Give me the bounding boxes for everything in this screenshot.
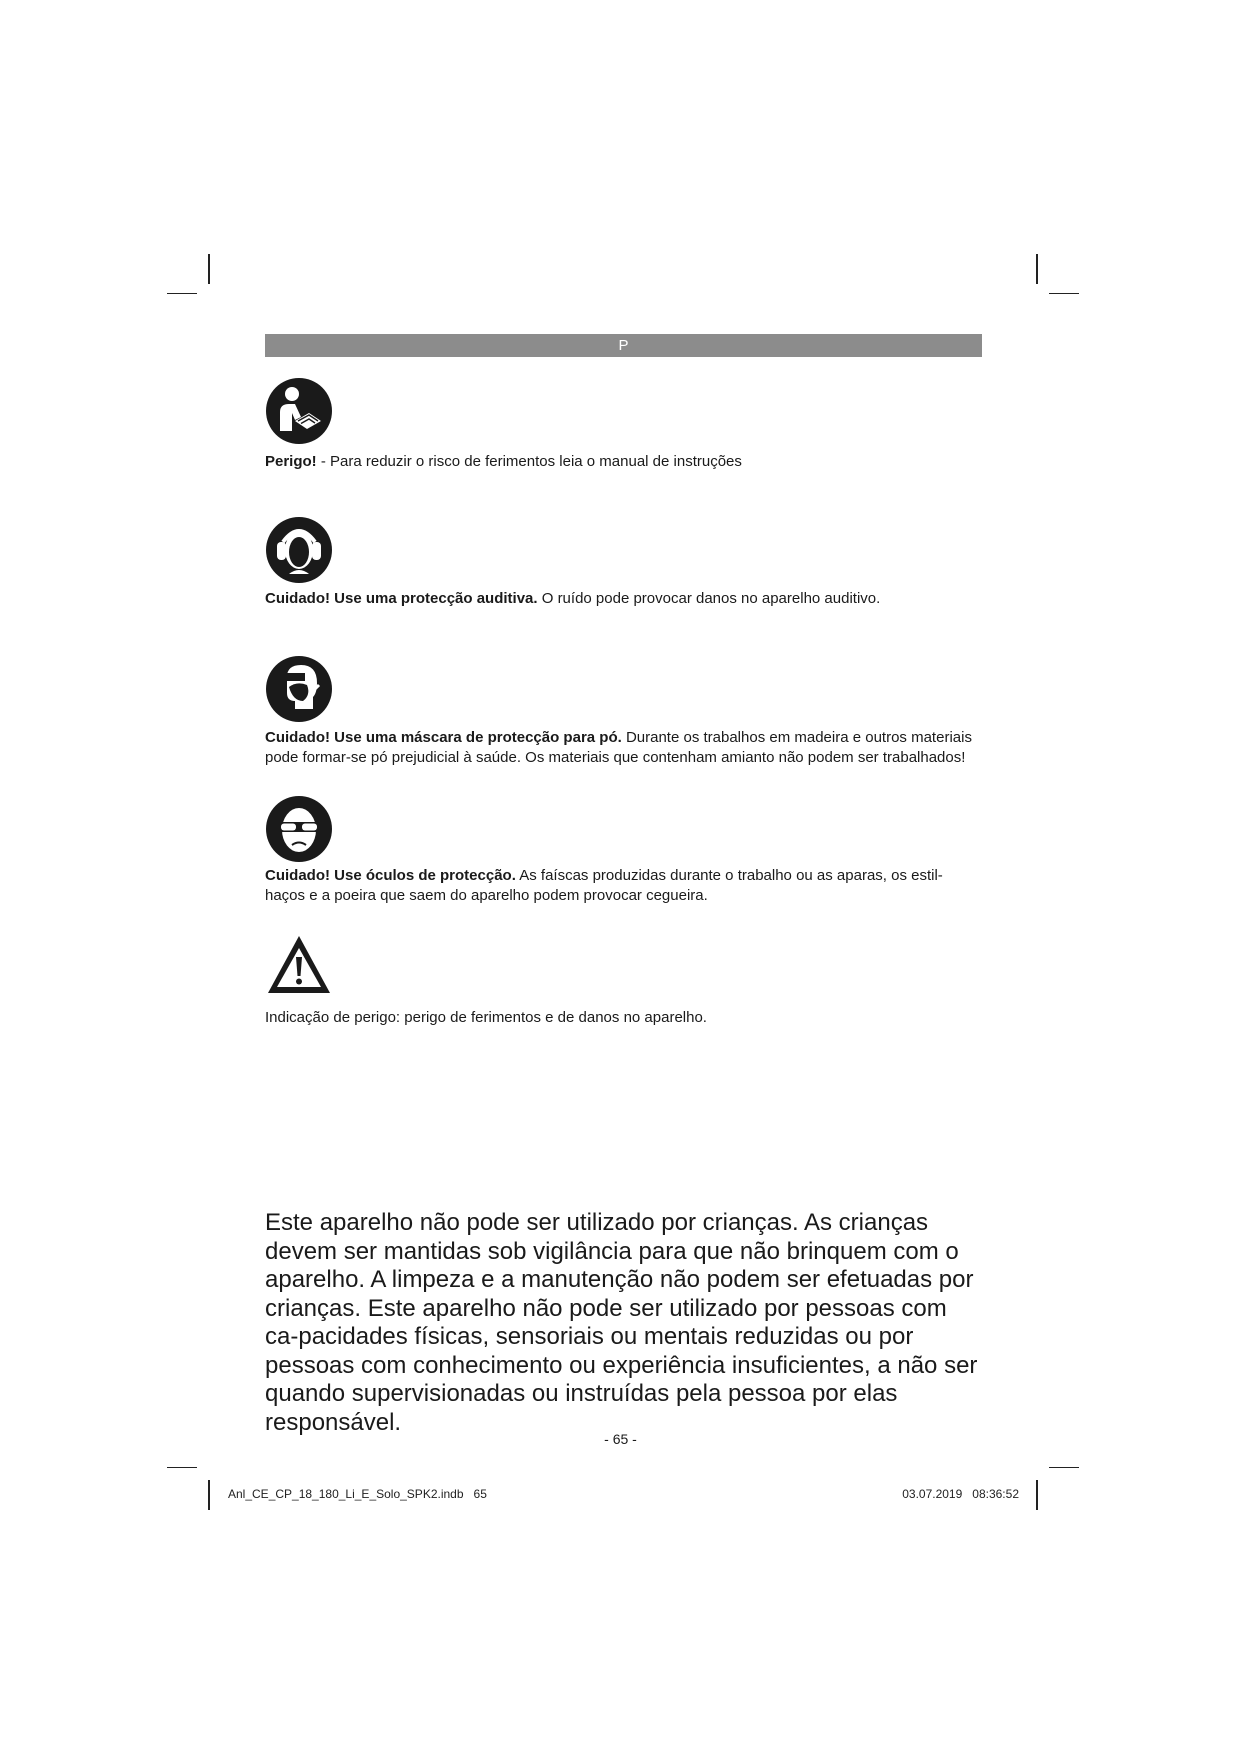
page-number: - 65 - <box>604 1431 637 1447</box>
caption-dust-mask-bold: Cuidado! Use uma máscara de protecção para pó. <box>265 729 622 746</box>
caption-dust-mask <box>265 728 982 767</box>
language-code: P <box>618 337 629 354</box>
crop-mark-bottom-right-v <box>1036 1480 1038 1510</box>
crop-mark-bottom-right-h <box>1049 1467 1079 1468</box>
caption-safety-goggles-bold: Cuidado! Use óculos de protecção. <box>265 867 516 884</box>
safety-goggles-icon <box>265 795 333 863</box>
caption-ear-protection <box>265 589 982 609</box>
footer-file-name: Anl_CE_CP_18_180_Li_E_Solo_SPK2.indb 65 <box>228 1487 487 1501</box>
crop-mark-top-right-v <box>1036 254 1038 284</box>
crop-mark-top-left-h <box>167 293 197 294</box>
warning-triangle-icon <box>265 931 333 999</box>
caption-read-manual <box>265 452 982 472</box>
caption-read-manual-text: - Para reduzir o risco de ferimentos leia o manual de instruções <box>316 453 742 470</box>
language-header-bar <box>265 334 982 357</box>
crop-mark-top-right-h <box>1049 293 1079 294</box>
children-safety-notice: Este aparelho não pode ser utilizado por crianças. As crianças devem ser mantidas sob vigilância para que não brinquem com o aparelho. A limpeza e a manutenção não podem ser efetuadas por crianças. Este aparelho não pode ser utilizado por pessoas com ca-pacidades físicas, sensoriais ou mentais reduzidas ou por pessoas com conhecimento ou experiência insuficientes, a não ser quando supervisionadas ou instruídas pela pessoa por elas responsável. <box>265 1209 978 1436</box>
footer-datetime: 03.07.2019 08:36:52 <box>902 1487 1019 1501</box>
caption-safety-goggles-text: As faíscas produzidas durante o trabalho ou as aparas, os estil-haços e a poeira que saem do aparelho podem provocar cegueira. <box>265 867 943 904</box>
read-manual-icon <box>265 377 333 445</box>
caption-dust-mask-text: Durante os trabalhos em madeira e outros materiais pode formar-se pó prejudicial à saúde. Os materiais que contenham amianto não podem ser trabalhados! <box>265 729 972 766</box>
caption-warning-triangle-text: Indicação de perigo: perigo de ferimentos e de danos no aparelho. <box>265 1009 707 1026</box>
caption-warning-triangle <box>265 1008 982 1028</box>
crop-mark-top-left-v <box>208 254 210 284</box>
crop-mark-bottom-left-v <box>208 1480 210 1510</box>
crop-mark-bottom-left-h <box>167 1467 197 1468</box>
caption-read-manual-bold: Perigo! <box>265 453 317 470</box>
ear-protection-icon <box>265 516 333 584</box>
caption-ear-protection-text: O ruído pode provocar danos no aparelho auditivo. <box>537 590 881 607</box>
caption-ear-protection-bold: Cuidado! Use uma protecção auditiva. <box>265 590 538 607</box>
dust-mask-icon <box>265 655 333 723</box>
caption-safety-goggles <box>265 866 982 905</box>
